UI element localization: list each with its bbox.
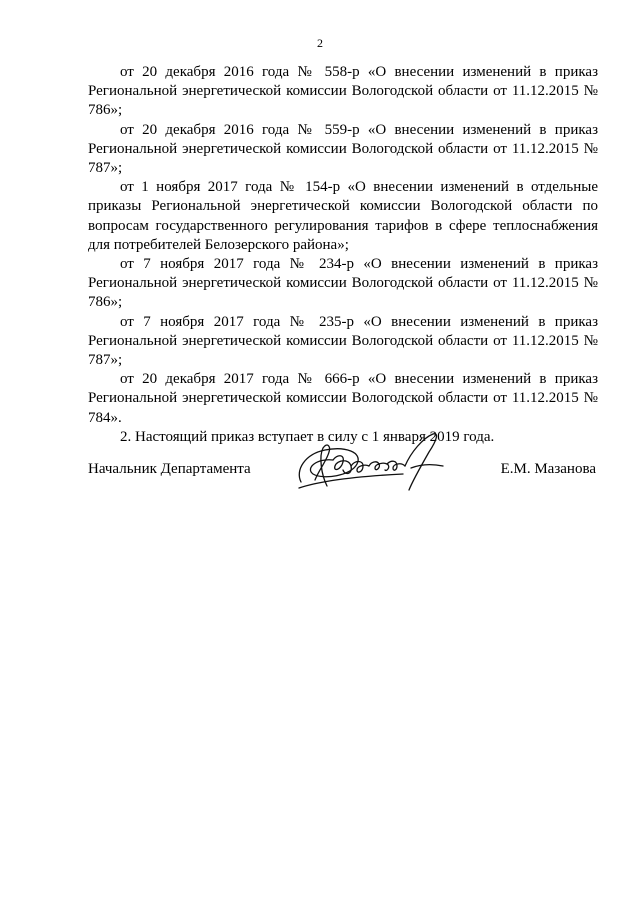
paragraph-order-559: от 20 декабря 2016 года № 559-р «О внесении изменений в приказ Региональной энергетической комиссии Вологодской области от 11.12.2015 № 787»; <box>88 121 598 177</box>
paragraph-order-558: от 20 декабря 2016 года № 558-р «О внесении изменений в приказ Региональной энергетической комиссии Вологодской области от 11.12.2015 № 786»; <box>88 64 598 119</box>
paragraph-order-235: от 7 ноября 2017 года № 235-р «О внесении изменений в приказ Региональной энергетической комиссии Вологодской области от 11.12.2015 № 787»; <box>88 313 598 369</box>
signature-block <box>88 430 598 500</box>
document-body <box>88 63 598 447</box>
signatory-title: Начальник Департамента <box>88 461 251 477</box>
clause-2: 2. Настоящий приказ вступает в силу с 1 января 2019 года. <box>120 428 495 445</box>
paragraph-order-234: от 7 ноября 2017 года № 234-р «О внесении изменений в приказ Региональной энергетической комиссии Вологодской области от 11.12.2015 № 786»; <box>88 256 598 311</box>
paragraph-order-154: от 1 ноября 2017 года № 154-р «О внесении изменений в отдельные приказы Региональной энергетической комиссии Вологодской области по вопросам государственного регулирования тарифов в сфере теплоснабжения для потребителей Белозерского района»; <box>88 179 598 253</box>
paragraph-order-666: от 20 декабря 2017 года № 666-р «О внесении изменений в приказ Региональной энергетической комиссии Вологодской области от 11.12.2015 № 784». <box>88 371 598 426</box>
signatory-name: Е.М. Мазанова <box>500 461 596 477</box>
page-number: 2 <box>317 36 323 50</box>
handwritten-signature <box>293 430 463 498</box>
